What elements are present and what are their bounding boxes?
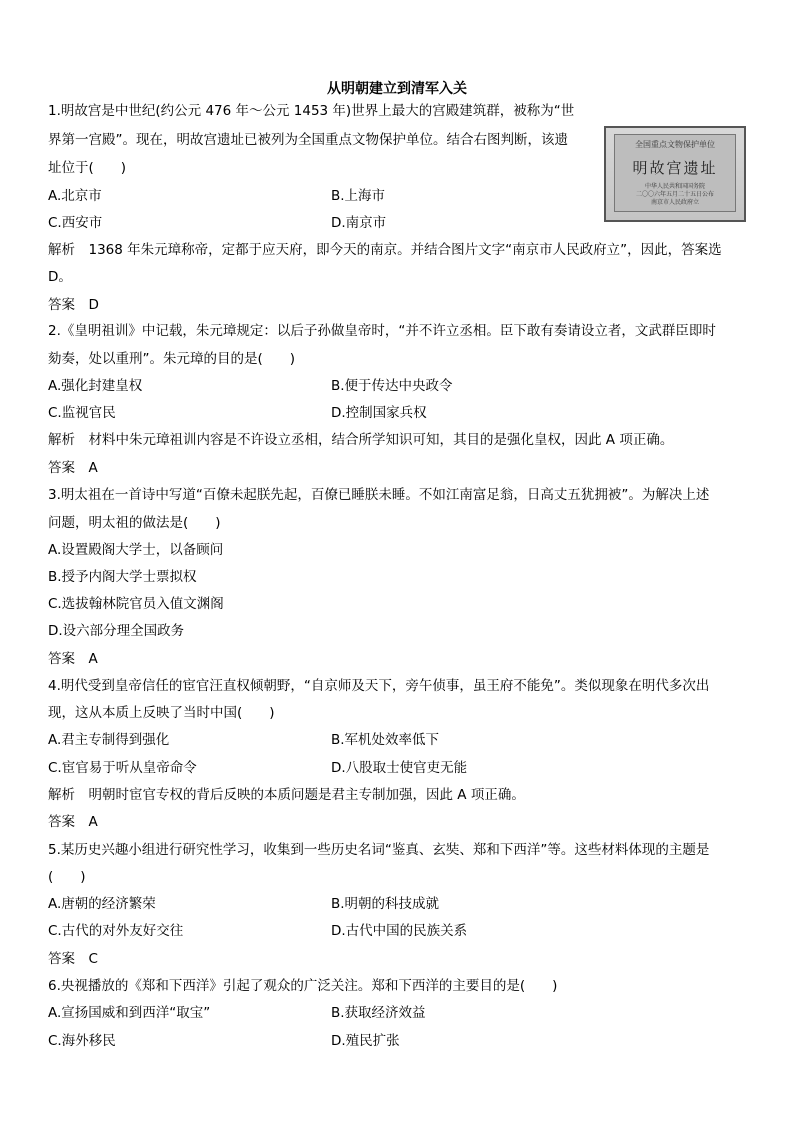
q6-option-a: A.宣扬国威和到西洋“取宝”	[48, 1005, 211, 1021]
q4-option-c: C.宦官易于听从皇帝命令	[48, 760, 197, 776]
q4-option-d: D.八股取士使官吏无能	[331, 760, 468, 776]
q3-stem-line-1: 3.明太祖在一首诗中写道“百僚未起朕先起，百僚已睡朕未睡。不如江南富足翁，日高丈五犹拥被”。为解决上述	[48, 487, 710, 503]
plaque-line-5: 南京市人民政府立	[650, 199, 699, 206]
q5-stem-line-1: 5.某历史兴趣小组进行研究性学习，收集到一些历史名词“鉴真、玄奘、郑和下西洋”等。这些材料体现的主题是	[48, 842, 710, 858]
q5-option-c: C.古代的对外友好交往	[48, 923, 184, 939]
q1-analysis-line-2: D。	[48, 269, 72, 285]
q2-option-d: D.控制国家兵权	[331, 405, 427, 421]
q5-option-d: D.古代中国的民族关系	[331, 923, 468, 939]
q1-answer: 答案 D	[48, 297, 99, 313]
page-title: 从明朝建立到清军入关	[327, 81, 467, 97]
q4-analysis: 解析 明朝时宦官专权的背后反映的本质问题是君主专制加强，因此 A 项正确。	[48, 787, 525, 803]
q2-stem-line-1: 2.《皇明祖训》中记载，朱元璋规定：以后子孙做皇帝时，“并不许立丞相。臣下敢有奏请设立者，文武群臣即时	[48, 323, 716, 339]
q2-option-c: C.监视官民	[48, 405, 116, 421]
q1-stem-line-1: 1.明故宫是中世纪(约公元 476 年～公元 1453 年)世界上最大的宫殿建筑群，被称为“世	[48, 103, 575, 119]
q3-stem-line-2: 问题，明太祖的做法是( )	[48, 515, 221, 531]
q2-answer: 答案 A	[48, 460, 98, 476]
plaque	[614, 134, 736, 212]
q6-option-b: B.获取经济效益	[331, 1005, 426, 1021]
q4-answer: 答案 A	[48, 814, 98, 830]
q3-option-c: C.选拔翰林院官员入值文渊阁	[48, 596, 224, 612]
q6-option-d: D.殖民扩张	[331, 1033, 400, 1049]
q3-option-d: D.设六部分理全国政务	[48, 623, 185, 639]
q1-option-b: B.上海市	[331, 188, 386, 204]
q4-option-a: A.君主专制得到强化	[48, 732, 170, 748]
q4-stem-line-2: 现，这从本质上反映了当时中国( )	[48, 705, 275, 721]
q3-option-b: B.授予内阁大学士票拟权	[48, 569, 197, 585]
q3-option-a: A.设置殿阁大学士，以备顾问	[48, 542, 224, 558]
q3-answer: 答案 A	[48, 651, 98, 667]
plaque-line-1: 全国重点文物保护单位	[635, 140, 715, 149]
plaque-line-3: 中华人民共和国国务院	[644, 183, 705, 190]
q2-analysis: 解析 材料中朱元璋祖训内容是不许设立丞相，结合所学知识可知，其目的是强化皇权，因此 A 项正确。	[48, 432, 674, 448]
q1-stem-line-2: 界第一宫殿”。现在，明故宫遗址已被列为全国重点文物保护单位。结合右图判断，该遗	[48, 132, 568, 148]
q5-answer: 答案 C	[48, 951, 98, 967]
q4-stem-line-1: 4.明代受到皇帝信任的宦官汪直权倾朝野，“自京师及天下，旁午侦事，虽王府不能免”。类似现象在明代多次出	[48, 678, 710, 694]
q5-option-b: B.明朝的科技成就	[331, 896, 440, 912]
q2-option-b: B.便于传达中央政令	[331, 378, 453, 394]
q6-option-c: C.海外移民	[48, 1033, 116, 1049]
plaque-line-2: 明故宫遗址	[632, 159, 718, 177]
plaque-line-4: 二〇〇六年五月二十五日公布	[635, 191, 714, 198]
q5-option-a: A.唐朝的经济繁荣	[48, 896, 156, 912]
plaque-small-text	[615, 183, 735, 207]
q1-option-a: A.北京市	[48, 188, 102, 204]
q2-option-a: A.强化封建皇权	[48, 378, 143, 394]
q1-option-d: D.南京市	[331, 215, 387, 231]
q1-analysis-line-1: 解析 1368 年朱元璋称帝，定都于应天府，即今天的南京。并结合图片文字“南京市人民政府立”，因此，答案选	[48, 242, 722, 258]
q1-option-c: C.西安市	[48, 215, 103, 231]
q1-stem-line-3: 址位于( )	[48, 160, 127, 176]
q6-stem-line-1: 6.央视播放的《郑和下西洋》引起了观众的广泛关注。郑和下西洋的主要目的是( )	[48, 978, 558, 994]
q2-stem-line-2: 劾奏，处以重刑”。朱元璋的目的是( )	[48, 351, 296, 367]
q5-stem-line-2: ( )	[48, 869, 86, 885]
q4-option-b: B.军机处效率低下	[331, 732, 440, 748]
ming-palace-site-plaque-photo	[604, 126, 746, 222]
